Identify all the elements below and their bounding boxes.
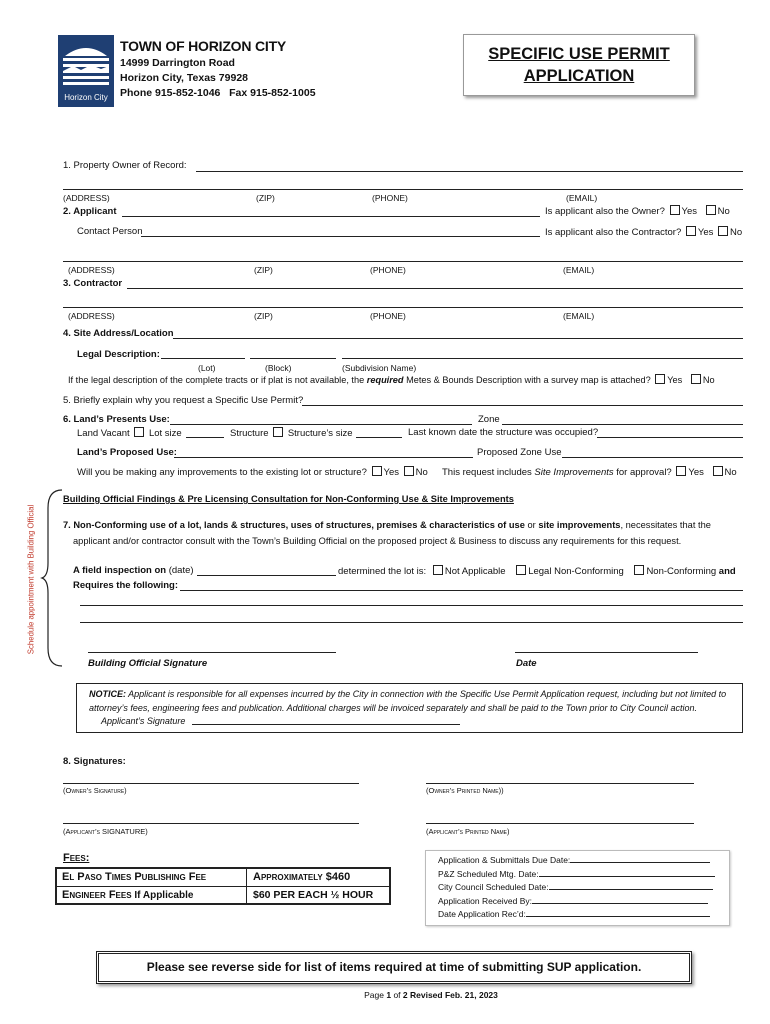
legal-nc-label: Legal Non-Conforming (528, 566, 624, 577)
metes-yes-checkbox[interactable] (655, 374, 665, 384)
block-label: (Block) (265, 363, 292, 373)
site-improvements-no-checkbox[interactable] (713, 466, 723, 476)
office-item-label: P&Z Scheduled Mtg. Date: (438, 868, 539, 879)
applicant-owner-yes-checkbox[interactable] (670, 205, 680, 215)
contractor-zip-label: (ZIP) (254, 311, 273, 321)
lot-label: (Lot) (198, 363, 216, 373)
subdivision-label: (Subdivision Name) (342, 363, 417, 373)
last-known-field[interactable] (597, 437, 743, 438)
no-label: No (730, 227, 743, 238)
town-logo (58, 35, 114, 107)
structure-size-label: Structure’s size (287, 428, 353, 439)
org-address2: Horizon City, Texas 79928 (120, 72, 248, 84)
requires-field-3[interactable] (80, 622, 743, 623)
fees-table (55, 867, 391, 905)
office-item-field[interactable] (526, 908, 710, 917)
metes-bounds-question (68, 374, 715, 385)
land-vacant-row (77, 427, 182, 439)
present-use-label: 6. Land’s Presents Use: (63, 414, 170, 425)
subdivision-field[interactable] (342, 358, 743, 359)
form-title-line1: SPECIFIC USE PERMIT (488, 45, 670, 63)
no-label: No (702, 375, 715, 385)
metes-q-required: required (366, 375, 404, 385)
logo-text: Horizon City (64, 93, 108, 102)
contractor-address-label: (ADDRESS) (68, 311, 115, 321)
office-item-field[interactable] (549, 881, 713, 890)
office-item-label: City Council Scheduled Date: (438, 882, 549, 892)
site-address-label: 4. Site Address/Location (63, 328, 174, 339)
field-inspection-row (73, 565, 194, 576)
applicant-contractor-question (545, 226, 742, 238)
yes-label: Yes (667, 375, 683, 385)
contractor-field[interactable] (127, 288, 743, 289)
lot-size-label: Lot size (148, 428, 182, 439)
office-item-3 (438, 881, 729, 895)
office-use-box (425, 850, 730, 926)
s7-line1 (63, 520, 711, 530)
fee-row2-value: $60 PER EACH ½ HOUR (253, 889, 374, 901)
property-owner-label: 1. Property Owner of Record: (63, 160, 187, 171)
fees-title: Fees: (63, 852, 90, 864)
applicant-contractor-yes-checkbox[interactable] (686, 226, 696, 236)
legal-nc-checkbox[interactable] (516, 565, 526, 575)
land-vacant-checkbox[interactable] (134, 427, 144, 437)
bo-date-field[interactable] (515, 652, 698, 653)
side-note-text: Schedule appointment with Building Official (26, 504, 36, 655)
inspection-label: A field inspection on (73, 565, 167, 576)
zone-label: Zone (478, 414, 500, 425)
bo-signature-label: Building Official Signature (88, 658, 208, 669)
applicant-signature-label: (Applicant’s SIGNATURE) (63, 827, 148, 836)
applicant-email-label: (EMAIL) (563, 265, 595, 275)
org-phone-fax: Phone 915-852-1046 Fax 915-852-1005 (120, 87, 316, 99)
office-item-2 (438, 868, 729, 882)
office-item-field[interactable] (539, 868, 715, 877)
notice-text: Applicant is responsible for all expenses incurred by the City in connection with the Specific Use Permit Application request, including but not limited to attorney’s fees, engineering fees and publication. Additional charges will be invoiced separately and shall be paid to the Town prior to City Council action. (89, 689, 727, 713)
and-label: and (718, 566, 736, 577)
office-item-5 (438, 908, 729, 922)
applicant-printed-label: (Applicant’s Printed Name) (426, 827, 510, 836)
nc-checkbox[interactable] (634, 565, 644, 575)
fee-row1-value: Approximately $460 (247, 869, 389, 887)
form-title-box (463, 34, 695, 96)
no-label: No (717, 206, 730, 217)
improvements-no-checkbox[interactable] (404, 466, 414, 476)
inspection-date-label: (date) (166, 565, 194, 576)
applicant-signature-field[interactable] (63, 823, 359, 824)
org-address1: 14999 Darrington Road (120, 57, 235, 69)
owner-printed-label: (Owner’s Printed Name)) (426, 786, 504, 795)
page-footer (0, 990, 770, 1000)
fee-row1-label: El Paso Times Publishing Fee (57, 869, 247, 887)
owner-address-field[interactable] (63, 189, 743, 190)
inspection-date-field[interactable] (197, 575, 336, 576)
improvements-q-text: Will you be making any improvements to the existing lot or structure? (77, 467, 367, 478)
yes-label: Yes (383, 467, 400, 478)
site-address-field[interactable] (173, 338, 743, 339)
determined-row (338, 565, 736, 577)
block-field[interactable] (250, 358, 336, 359)
last-known-label: Last known date the structure was occupied? (408, 427, 599, 438)
applicant-contractor-no-checkbox[interactable] (718, 226, 728, 236)
office-item-field[interactable] (532, 895, 708, 904)
reverse-note: Please see reverse side for list of items required at time of submitting SUP application. (146, 960, 642, 974)
contractor-email-label: (EMAIL) (563, 311, 595, 321)
left-brace-icon (40, 488, 64, 668)
applicant-sig-label: Applicant’s Signature (101, 716, 186, 726)
yes-label: Yes (688, 467, 704, 478)
fee-row2-label-sc: Engineer Fees (62, 889, 132, 901)
office-item-field[interactable] (570, 854, 710, 863)
requires-label: Requires the following: (73, 580, 179, 591)
structure-checkbox[interactable] (273, 427, 283, 437)
applicant-sig-field[interactable] (192, 715, 460, 725)
bo-heading: Building Official Findings & Pre Licensing Consultation for Non-Conforming Use & Site Improvements (63, 494, 514, 504)
applicant-printed-field[interactable] (426, 823, 694, 824)
yes-label: Yes (681, 206, 698, 217)
site-q-pre: This request includes (442, 467, 535, 478)
contact-person-field[interactable] (141, 236, 540, 237)
zone-field[interactable] (502, 424, 743, 425)
lot-size-field[interactable] (186, 437, 224, 438)
site-q-ital: Site Improvements (534, 467, 614, 478)
s7-bold2: site improvements (538, 520, 621, 530)
contractor-address-field[interactable] (63, 307, 743, 308)
applicant-field[interactable] (122, 216, 540, 217)
applicant-contractor-q-text: Is applicant also the Contractor? (545, 227, 682, 238)
bo-date-label: Date (516, 658, 537, 669)
signatures-label: 8. Signatures: (63, 756, 126, 767)
proposed-use-field[interactable] (174, 457, 473, 458)
applicant-owner-no-checkbox[interactable] (706, 205, 716, 215)
applicant-owner-q-text: Is applicant also the Owner? (545, 206, 665, 217)
s7-or: or (524, 520, 539, 530)
applicant-address-label: (ADDRESS) (68, 265, 115, 275)
owner-phone-label: (PHONE) (372, 193, 408, 203)
determined-label: determined the lot is: (338, 566, 427, 577)
metes-q-pre: If the legal description of the complete tracts or if plat is not available, the (68, 375, 367, 385)
no-label: No (415, 467, 428, 478)
page-pre: Page (364, 990, 387, 1000)
owner-signature-field[interactable] (63, 783, 359, 784)
contractor-label: 3. Contractor (63, 278, 123, 289)
site-improvements-question (442, 466, 737, 478)
s7-bold: 7. Non-Conforming use of a lot, lands & structures, uses of structures, premises & characteristics of use (63, 520, 525, 530)
legal-description-label: Legal Description: (77, 349, 160, 360)
side-note-wrapper (24, 498, 38, 666)
page-of: of (391, 990, 403, 1000)
applicant-phone-label: (PHONE) (370, 265, 406, 275)
office-item-label: Application & Submittals Due Date: (438, 855, 571, 865)
explain-label: 5. Briefly explain why you request a Specific Use Permit? (63, 395, 304, 406)
office-item-1 (438, 854, 729, 868)
requires-field-2[interactable] (80, 605, 743, 606)
owner-zip-label: (ZIP) (256, 193, 275, 203)
page-num: 1 (386, 990, 392, 1000)
property-owner-field[interactable] (196, 171, 743, 172)
improvements-question (77, 466, 428, 478)
not-applicable-label: Not Applicable (444, 566, 506, 577)
present-use-field[interactable] (170, 424, 472, 425)
metes-no-checkbox[interactable] (691, 374, 701, 384)
applicant-address-field[interactable] (63, 261, 743, 262)
structure-size-field[interactable] (356, 437, 402, 438)
applicant-label: 2. Applicant (63, 206, 117, 217)
logo-graphic (59, 36, 113, 92)
site-q-post: for approval? (613, 467, 672, 478)
notice-label: NOTICE: (89, 689, 126, 699)
structure-label: Structure (230, 428, 269, 439)
revised-date: Revised Feb. 21, 2023 (407, 990, 498, 1000)
s7-rest: , necessitates that the (620, 520, 711, 530)
proposed-use-label: Land’s Proposed Use: (77, 447, 177, 458)
bo-signature-field[interactable] (88, 652, 336, 653)
fee-row2-label (57, 887, 247, 903)
page-total: 2 (402, 990, 408, 1000)
contractor-phone-label: (PHONE) (370, 311, 406, 321)
form-title-line2: APPLICATION (523, 67, 635, 85)
proposed-zone-label: Proposed Zone Use (477, 447, 562, 458)
owner-address-label: (ADDRESS) (63, 193, 110, 203)
owner-signature-label: (Owner’s Signature) (63, 786, 127, 795)
owner-printed-field[interactable] (426, 783, 694, 784)
notice-box (76, 683, 743, 733)
reverse-note-box (96, 951, 692, 984)
applicant-owner-question (545, 205, 730, 217)
applicant-zip-label: (ZIP) (254, 265, 273, 275)
requires-field-1[interactable] (180, 590, 743, 591)
metes-q-post: Metes & Bounds Description with a survey map is attached? (403, 375, 651, 385)
not-applicable-checkbox[interactable] (433, 565, 443, 575)
proposed-zone-field[interactable] (562, 457, 743, 458)
lot-field[interactable] (161, 358, 245, 359)
owner-email-label: (EMAIL) (566, 193, 598, 203)
explain-field[interactable] (302, 405, 743, 406)
org-name: TOWN OF HORIZON CITY (120, 38, 287, 54)
improvements-yes-checkbox[interactable] (372, 466, 382, 476)
s7-line2: applicant and/or contractor consult with the Town’s Building Official on the proposed project & Business to discuss any requirements for this request. (73, 536, 682, 546)
office-item-label: Application Received By: (438, 895, 533, 906)
office-item-4 (438, 895, 729, 909)
office-item-label: Date Application Rec’d: (438, 909, 526, 919)
yes-label: Yes (697, 227, 714, 238)
structure-row (230, 427, 353, 439)
land-vacant-label: Land Vacant (77, 428, 130, 439)
fee-row2-label-rest: If Applicable (131, 890, 194, 901)
site-improvements-yes-checkbox[interactable] (676, 466, 686, 476)
nc-label: Non-Conforming (646, 566, 717, 577)
contact-person-label: Contact Person (77, 226, 143, 237)
no-label: No (724, 467, 737, 478)
